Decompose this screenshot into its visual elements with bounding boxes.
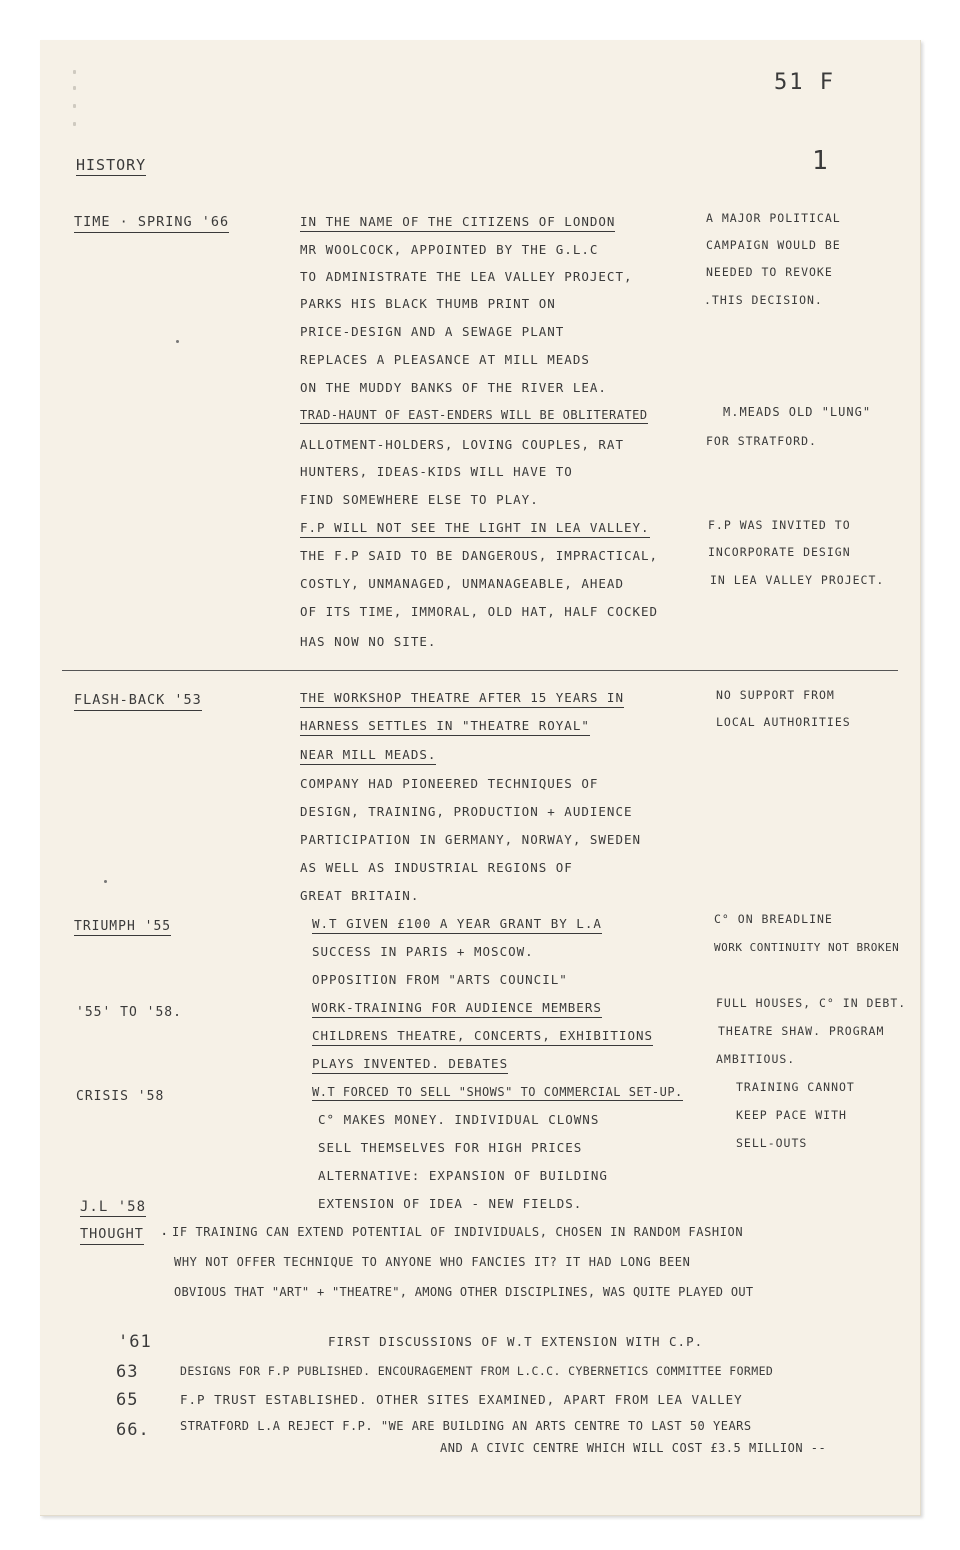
entry-line: CHILDRENS THEATRE, CONCERTS, EXHIBITIONS	[312, 1030, 653, 1046]
margin-note: C° ON BREADLINE	[714, 912, 833, 926]
section-label-55-to-58: '55' TO '58.	[76, 1005, 182, 1020]
entry-line: FIND SOMEWHERE ELSE TO PLAY.	[300, 492, 539, 507]
margin-mark	[104, 880, 107, 883]
section-label-flashback-53: FLASH-BACK '53	[74, 694, 202, 711]
chronology-year: 66.	[116, 1420, 150, 1440]
margin-note: LOCAL AUTHORITIES	[716, 715, 851, 729]
section-divider	[62, 670, 898, 671]
thought-line: OBVIOUS THAT "ART" + "THEATRE", AMONG OTHER DISCIPLINES, WAS QUITE PLAYED OUT	[174, 1285, 754, 1299]
chronology-entry: F.P TRUST ESTABLISHED. OTHER SITES EXAMINED, APART FROM LEA VALLEY	[180, 1392, 743, 1407]
margin-note: THEATRE SHAW. PROGRAM	[718, 1024, 885, 1038]
entry-line: MR WOOLCOCK, APPOINTED BY THE G.L.C	[300, 242, 599, 257]
entry-line: HARNESS SETTLES IN "THEATRE ROYAL"	[300, 720, 590, 736]
entry-line: NEAR MILL MEADS.	[300, 749, 436, 765]
punch-hole	[73, 122, 76, 126]
entry-line: C° MAKES MONEY. INDIVIDUAL CLOWNS	[318, 1112, 600, 1127]
margin-note: M.MEADS OLD "LUNG"	[723, 405, 872, 419]
entry-line: F.P WILL NOT SEE THE LIGHT IN LEA VALLEY.	[300, 522, 650, 538]
section-label-triumph-55: TRIUMPH '55	[74, 919, 172, 934]
margin-note: FULL HOUSES, C° IN DEBT.	[716, 996, 907, 1010]
entry-line: THE WORKSHOP THEATRE AFTER 15 YEARS IN	[300, 692, 624, 708]
entry-line: TO ADMINISTRATE THE LEA VALLEY PROJECT,	[300, 269, 633, 284]
thought-line: WHY NOT OFFER TECHNIQUE TO ANYONE WHO FANCIES IT? IT HAD LONG BEEN	[174, 1255, 691, 1269]
margin-note: NO SUPPORT FROM	[716, 688, 835, 702]
chronology-year: 63	[116, 1362, 139, 1382]
margin-note: FOR STRATFORD.	[706, 434, 817, 448]
bullet-dot: ·	[160, 1227, 170, 1243]
punch-hole	[73, 104, 76, 108]
entry-line: PARTICIPATION IN GERMANY, NORWAY, SWEDEN	[300, 832, 642, 847]
margin-note: IN LEA VALLEY PROJECT.	[710, 573, 885, 587]
entry-line: TRAD-HAUNT OF EAST-ENDERS WILL BE OBLITERATED	[300, 408, 648, 422]
margin-note: SELL-OUTS	[736, 1136, 808, 1150]
entry-line: EXTENSION OF IDEA - NEW FIELDS.	[318, 1196, 583, 1211]
section-label-spring-66: TIME · SPRING '66	[74, 216, 229, 233]
chronology-entry: DESIGNS FOR F.P PUBLISHED. ENCOURAGEMENT FROM L.C.C. CYBERNETICS COMMITTEE FORMED	[180, 1364, 774, 1378]
margin-note: F.P WAS INVITED TO	[708, 518, 851, 532]
folio-number: 51 F	[774, 70, 835, 95]
margin-note: KEEP PACE WITH	[736, 1108, 847, 1122]
margin-note: INCORPORATE DESIGN	[708, 545, 851, 559]
section-label-crisis-58: CRISIS '58	[76, 1089, 165, 1104]
entry-line: OPPOSITION FROM "ARTS COUNCIL"	[312, 972, 568, 987]
entry-line: PARKS HIS BLACK THUMB PRINT ON	[300, 296, 556, 311]
entry-line: ALTERNATIVE: EXPANSION OF BUILDING	[318, 1168, 608, 1183]
chronology-entry: FIRST DISCUSSIONS OF W.T EXTENSION WITH C.P.	[328, 1334, 704, 1349]
entry-line: COMPANY HAD PIONEERED TECHNIQUES OF	[300, 776, 599, 791]
entry-line: PLAYS INVENTED. DEBATES	[312, 1058, 508, 1074]
entry-line: W.T FORCED TO SELL "SHOWS" TO COMMERCIAL SET-UP.	[312, 1085, 683, 1099]
margin-note: AMBITIOUS.	[716, 1052, 796, 1066]
page-number: 1	[812, 146, 830, 176]
margin-note: WORK CONTINUITY NOT BROKEN	[714, 941, 900, 954]
entry-line: ALLOTMENT-HOLDERS, LOVING COUPLES, RAT	[300, 437, 624, 452]
entry-line: WORK-TRAINING FOR AUDIENCE MEMBERS	[312, 1002, 602, 1018]
entry-line: HAS NOW NO SITE.	[300, 634, 437, 649]
punch-hole	[73, 70, 76, 74]
entry-line: PRICE-DESIGN AND A SEWAGE PLANT	[300, 324, 565, 339]
chronology-year: '61	[118, 1332, 152, 1352]
entry-line: IN THE NAME OF THE CITIZENS OF LONDON	[300, 216, 615, 232]
entry-line: OF ITS TIME, IMMORAL, OLD HAT, HALF COCKED	[300, 604, 659, 619]
entry-line: GREAT BRITAIN.	[300, 888, 420, 903]
thought-label: THOUGHT	[80, 1228, 144, 1245]
punch-hole	[73, 86, 76, 90]
chronology-entry: STRATFORD L.A REJECT F.P. "WE ARE BUILDING AN ARTS CENTRE TO LAST 50 YEARS	[180, 1419, 752, 1433]
margin-note: TRAINING CANNOT	[736, 1080, 855, 1094]
margin-note: A MAJOR POLITICAL	[706, 211, 841, 225]
entry-line: SELL THEMSELVES FOR HIGH PRICES	[318, 1140, 583, 1155]
entry-line: ON THE MUDDY BANKS OF THE RIVER LEA.	[300, 380, 607, 395]
section-label-jl-58: J.L '58	[80, 1199, 147, 1215]
thought-line: IF TRAINING CAN EXTEND POTENTIAL OF INDIVIDUALS, CHOSEN IN RANDOM FASHION	[172, 1225, 744, 1239]
entry-line: HUNTERS, IDEAS-KIDS WILL HAVE TO	[300, 464, 573, 479]
margin-note: .THIS DECISION.	[704, 293, 823, 307]
entry-line: THE F.P SAID TO BE DANGEROUS, IMPRACTICAL,	[300, 548, 659, 563]
chronology-entry: AND A CIVIC CENTRE WHICH WILL COST £3.5 MILLION --	[440, 1441, 827, 1455]
entry-line: AS WELL AS INDUSTRIAL REGIONS OF	[300, 860, 573, 875]
margin-mark	[176, 340, 179, 343]
margin-note: NEEDED TO REVOKE	[706, 265, 833, 279]
entry-line: REPLACES A PLEASANCE AT MILL MEADS	[300, 352, 590, 367]
entry-line: DESIGN, TRAINING, PRODUCTION + AUDIENCE	[300, 804, 633, 819]
chronology-year: 65	[116, 1390, 139, 1410]
entry-line: W.T GIVEN £100 A YEAR GRANT BY L.A	[312, 918, 602, 934]
entry-line: COSTLY, UNMANAGED, UNMANAGEABLE, AHEAD	[300, 576, 624, 591]
entry-line: SUCCESS IN PARIS + MOSCOW.	[312, 944, 534, 959]
margin-note: CAMPAIGN WOULD BE	[706, 238, 841, 252]
page-heading: HISTORY	[76, 156, 147, 174]
